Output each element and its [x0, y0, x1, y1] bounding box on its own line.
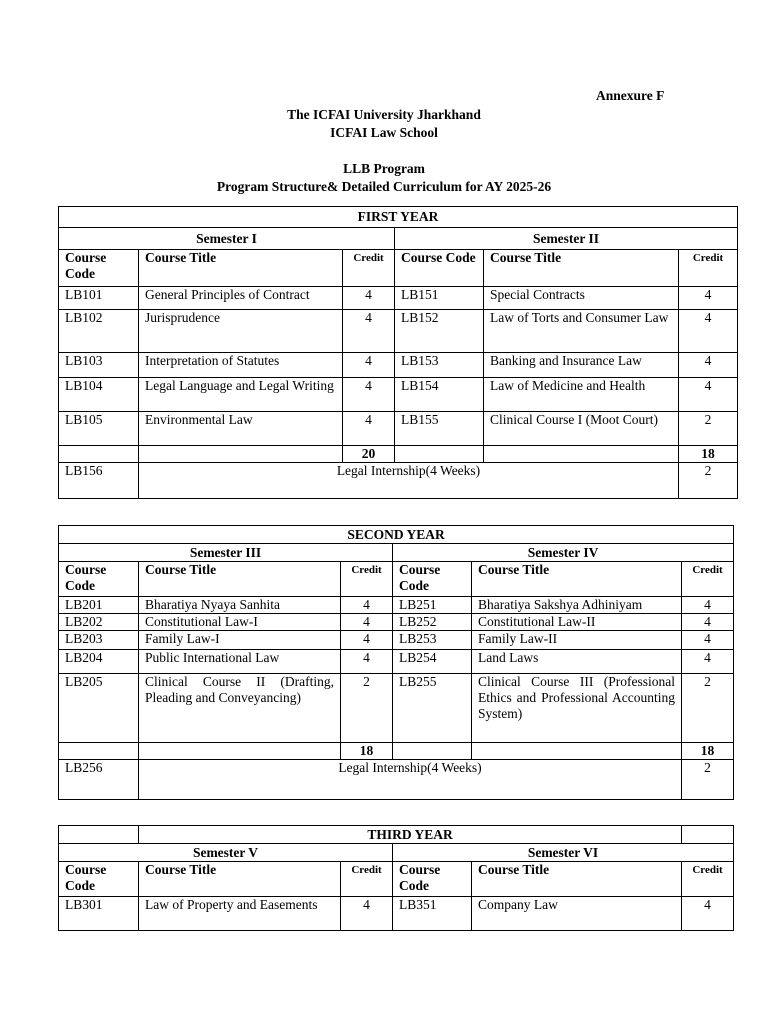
semester-heading: Semester VI [393, 844, 734, 862]
semester-heading: Semester III [59, 544, 393, 562]
course-title: Clinical Course III (Professional Ethics and Professional Accounting System) [472, 674, 682, 743]
semester-heading: Semester IV [393, 544, 734, 562]
course-credit: 4 [341, 650, 393, 674]
annexure-label: Annexure F [596, 88, 665, 103]
course-credit: 4 [341, 631, 393, 650]
col-header-code: Course Code [393, 862, 472, 897]
table-row [59, 631, 734, 650]
course-title: Clinical Course I (Moot Court) [484, 412, 679, 446]
course-credit: 4 [679, 353, 738, 378]
first-year-table [58, 206, 738, 499]
course-credit: 4 [343, 412, 395, 446]
course-code: LB253 [393, 631, 472, 650]
col-header-title: Course Title [139, 250, 343, 287]
course-title: Law of Property and Easements [139, 897, 341, 931]
semester-heading: Semester I [59, 228, 395, 250]
col-header-credit: Credit [682, 562, 734, 597]
course-title: Company Law [472, 897, 682, 931]
course-title: Public International Law [139, 650, 341, 674]
course-title: Family Law-I [139, 631, 341, 650]
course-code: LB105 [59, 412, 139, 446]
table-row [59, 378, 738, 412]
course-credit: 4 [343, 353, 395, 378]
table-row [59, 650, 734, 674]
col-header-credit: Credit [341, 862, 393, 897]
table-row [59, 412, 738, 446]
curriculum-title: Program Structure& Detailed Curriculum for AY 2025-26 [216, 179, 552, 194]
col-header-title: Course Title [472, 562, 682, 597]
course-title: Constitutional Law-II [472, 614, 682, 631]
col-header-title: Course Title [139, 862, 341, 897]
credit-total: 20 [343, 446, 395, 463]
course-credit: 2 [682, 760, 734, 800]
course-title: Bharatiya Nyaya Sanhita [139, 597, 341, 614]
col-header-title: Course Title [139, 562, 341, 597]
course-credit: 4 [682, 650, 734, 674]
col-header-code: Course Code [59, 250, 139, 287]
course-title: Constitutional Law-I [139, 614, 341, 631]
credit-total: 18 [679, 446, 738, 463]
course-credit: 4 [341, 597, 393, 614]
course-title: Legal Language and Legal Writing [139, 378, 343, 412]
semester-heading: Semester II [395, 228, 738, 250]
course-code: LB255 [393, 674, 472, 743]
course-title: Legal Internship(4 Weeks) [139, 463, 679, 499]
course-title: Law of Torts and Consumer Law [484, 310, 679, 353]
total-row [59, 446, 738, 463]
course-code: LB301 [59, 897, 139, 931]
university-name: The ICFAI University Jharkhand [287, 107, 481, 122]
col-header-title: Course Title [484, 250, 679, 287]
course-credit: 4 [341, 897, 393, 931]
col-header-title: Course Title [472, 862, 682, 897]
year-heading: SECOND YEAR [59, 526, 734, 544]
course-title: Bharatiya Sakshya Adhiniyam [472, 597, 682, 614]
course-credit: 4 [682, 897, 734, 931]
year-heading: THIRD YEAR [139, 826, 682, 844]
course-code: LB254 [393, 650, 472, 674]
course-credit: 2 [679, 412, 738, 446]
course-code: LB252 [393, 614, 472, 631]
col-header-credit: Credit [343, 250, 395, 287]
school-name: ICFAI Law School [330, 125, 438, 140]
year-heading: FIRST YEAR [59, 207, 738, 228]
col-header-code: Course Code [393, 562, 472, 597]
course-credit: 4 [343, 310, 395, 353]
course-title: Environmental Law [139, 412, 343, 446]
course-credit: 4 [679, 310, 738, 353]
course-title: Land Laws [472, 650, 682, 674]
course-title: Family Law-II [472, 631, 682, 650]
table-row [59, 614, 734, 631]
course-title: Interpretation of Statutes [139, 353, 343, 378]
col-header-credit: Credit [341, 562, 393, 597]
course-code: LB256 [59, 760, 139, 800]
course-code: LB153 [395, 353, 484, 378]
course-credit: 2 [341, 674, 393, 743]
table-row [59, 897, 734, 931]
program-name: LLB Program [343, 161, 425, 176]
course-code: LB203 [59, 631, 139, 650]
course-code: LB103 [59, 353, 139, 378]
course-title: Special Contracts [484, 287, 679, 310]
course-code: LB102 [59, 310, 139, 353]
col-header-credit: Credit [679, 250, 738, 287]
course-code: LB201 [59, 597, 139, 614]
course-credit: 4 [343, 287, 395, 310]
course-code: LB205 [59, 674, 139, 743]
course-credit: 4 [343, 378, 395, 412]
table-row [59, 674, 734, 743]
course-credit: 2 [679, 463, 738, 499]
course-code: LB202 [59, 614, 139, 631]
course-code: LB155 [395, 412, 484, 446]
course-credit: 4 [682, 614, 734, 631]
table-row [59, 597, 734, 614]
course-code: LB204 [59, 650, 139, 674]
course-credit: 4 [682, 631, 734, 650]
course-code: LB151 [395, 287, 484, 310]
course-title: Banking and Insurance Law [484, 353, 679, 378]
table-row [59, 353, 738, 378]
third-year-table [58, 825, 734, 931]
semester-heading: Semester V [59, 844, 393, 862]
course-title: Law of Medicine and Health [484, 378, 679, 412]
col-header-code: Course Code [59, 562, 139, 597]
course-code: LB154 [395, 378, 484, 412]
credit-total: 18 [341, 743, 393, 760]
second-year-table [58, 525, 734, 800]
course-title: Jurisprudence [139, 310, 343, 353]
course-code: LB152 [395, 310, 484, 353]
course-credit: 4 [341, 614, 393, 631]
col-header-credit: Credit [682, 862, 734, 897]
course-credit: 4 [679, 287, 738, 310]
total-row [59, 743, 734, 760]
course-credit: 4 [679, 378, 738, 412]
course-title: General Principles of Contract [139, 287, 343, 310]
col-header-code: Course Code [395, 250, 484, 287]
course-code: LB156 [59, 463, 139, 499]
internship-row [59, 463, 738, 499]
col-header-code: Course Code [59, 862, 139, 897]
table-row [59, 287, 738, 310]
course-code: LB104 [59, 378, 139, 412]
course-code: LB101 [59, 287, 139, 310]
course-credit: 2 [682, 674, 734, 743]
course-title: Legal Internship(4 Weeks) [139, 760, 682, 800]
credit-total: 18 [682, 743, 734, 760]
internship-row [59, 760, 734, 800]
course-code: LB251 [393, 597, 472, 614]
course-code: LB351 [393, 897, 472, 931]
table-row [59, 310, 738, 353]
course-credit: 4 [682, 597, 734, 614]
course-title: Clinical Course II (Drafting, Pleading and Conveyancing) [139, 674, 341, 743]
